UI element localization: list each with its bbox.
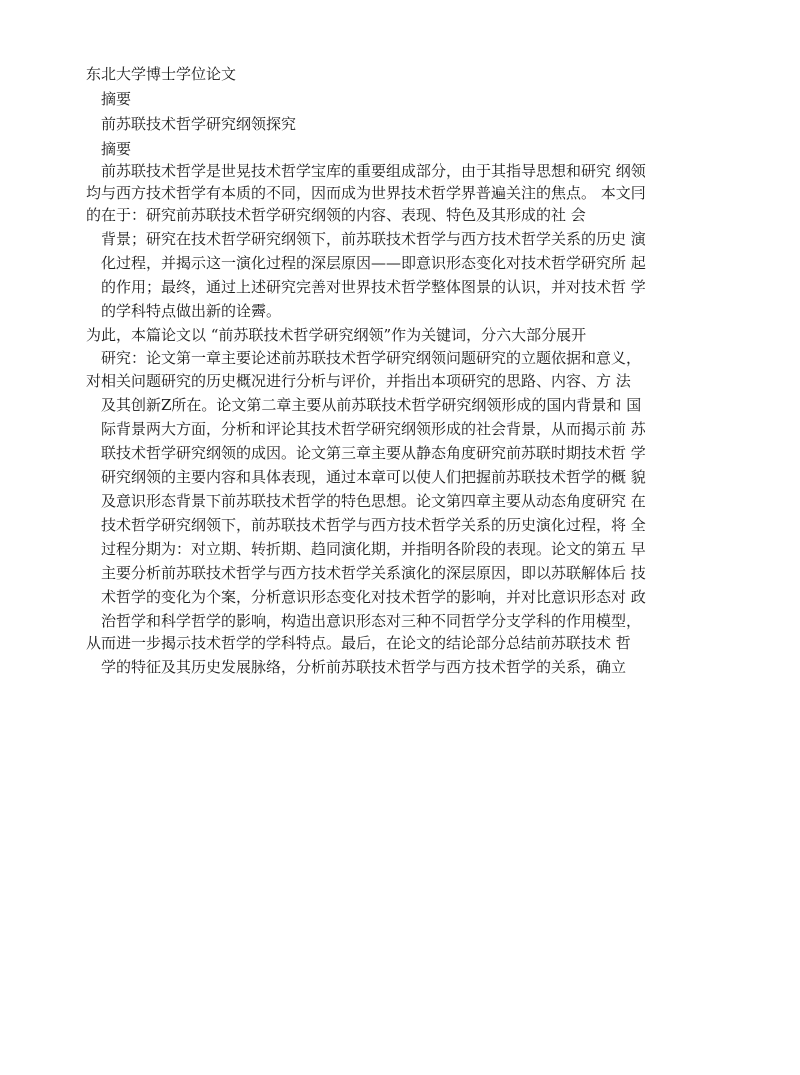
section-label: 摘要 <box>101 90 132 108</box>
body-line: 过程分期为：对立期、转折期、趋同演化期，并指明各阶段的表现。论文的第五 早 <box>101 540 646 558</box>
body-line: 联技术哲学研究纲领的成因。论文第三章主要从静态角度研究前苏联时期技术哲 学 <box>101 444 646 462</box>
body-line: 及意识形态背景下前苏联技术哲学的特色思想。论文第四章主要从动态角度研究 在 <box>101 492 646 510</box>
body-line: 学的特征及其历史发展脉络，分析前苏联技术哲学与西方技术哲学的关系，确立 <box>101 658 627 676</box>
body-line: 的作用；最终，通过上述研究完善对世界技术哲学整体图景的认识，并对技术哲 学 <box>101 278 646 296</box>
document-title: 前苏联技术哲学研究纲领探究 <box>101 115 297 133</box>
body-line: 对相关问题研究的历史概况进行分析与评价，并指出本项研究的思路、内容、方 法 <box>86 372 631 390</box>
body-line: 技术哲学研究纲领下，前苏联技术哲学与西方技术哲学关系的历史演化过程，将 全 <box>101 516 646 534</box>
abstract-label: 摘要 <box>101 140 132 158</box>
body-line: 的在于：研究前苏联技术哲学研究纲领的内容、表现、特色及其形成的社 会 <box>86 206 586 224</box>
body-line: 主要分析前苏联技术哲学与西方技术哲学关系演化的深层原因，即以苏联解体后 技 <box>101 564 646 582</box>
body-line: 为此，本篇论文以 “前苏联技术哲学研究纲领”作为关键词，分六大部分展开 <box>86 326 587 344</box>
body-line: 前苏联技术哲学是世晃技术哲学宝库的重要组成部分，由于其指导思想和研究 纲领 <box>101 162 646 180</box>
body-line: 及其创新Z所在。论文第二章主要从前苏联技术哲学研究纲领形成的国内背景和 国 <box>101 396 642 414</box>
body-line: 研究：论文第一章主要论述前苏联技术哲学研究纲领问题研究的立题依据和意义， <box>101 349 642 367</box>
body-line: 的学科特点做出新的诠霽。 <box>101 302 282 320</box>
body-line: 化过程，并揭示这一演化过程的深层原因——即意识形态变化对技术哲学研究所 起 <box>101 254 646 272</box>
body-line: 均与西方技术哲学有本质的不同，因而成为世界技术哲学界普遍关注的焦点。 本文冃 <box>86 184 646 202</box>
body-line: 际背景两大方面，分析和评论其技术哲学研究纲领形成的社会背景，从而揭示前 苏 <box>101 420 646 438</box>
body-line: 研究纲领的主要内容和具体表现，通过本章可以使人们把握前苏联技术哲学的概 貌 <box>101 468 646 486</box>
document-header: 东北大学博士学位论文 <box>86 65 237 83</box>
body-line: 从而进一步揭示技术哲学的学科特点。最后，在论文的结论部分总结前苏联技术 哲 <box>86 634 631 652</box>
body-line: 治哲学和科学哲学的影响，构造出意识形态对三种不同哲学分支学科的作用模型， <box>101 612 642 630</box>
body-line: 术哲学的变化为个案，分析意识形态变化对技术哲学的影响，并对比意识形态对 政 <box>101 588 646 606</box>
body-line: 背景；研究在技术哲学研究纲领下，前苏联技术哲学与西方技术哲学关系的历史 演 <box>101 230 646 248</box>
